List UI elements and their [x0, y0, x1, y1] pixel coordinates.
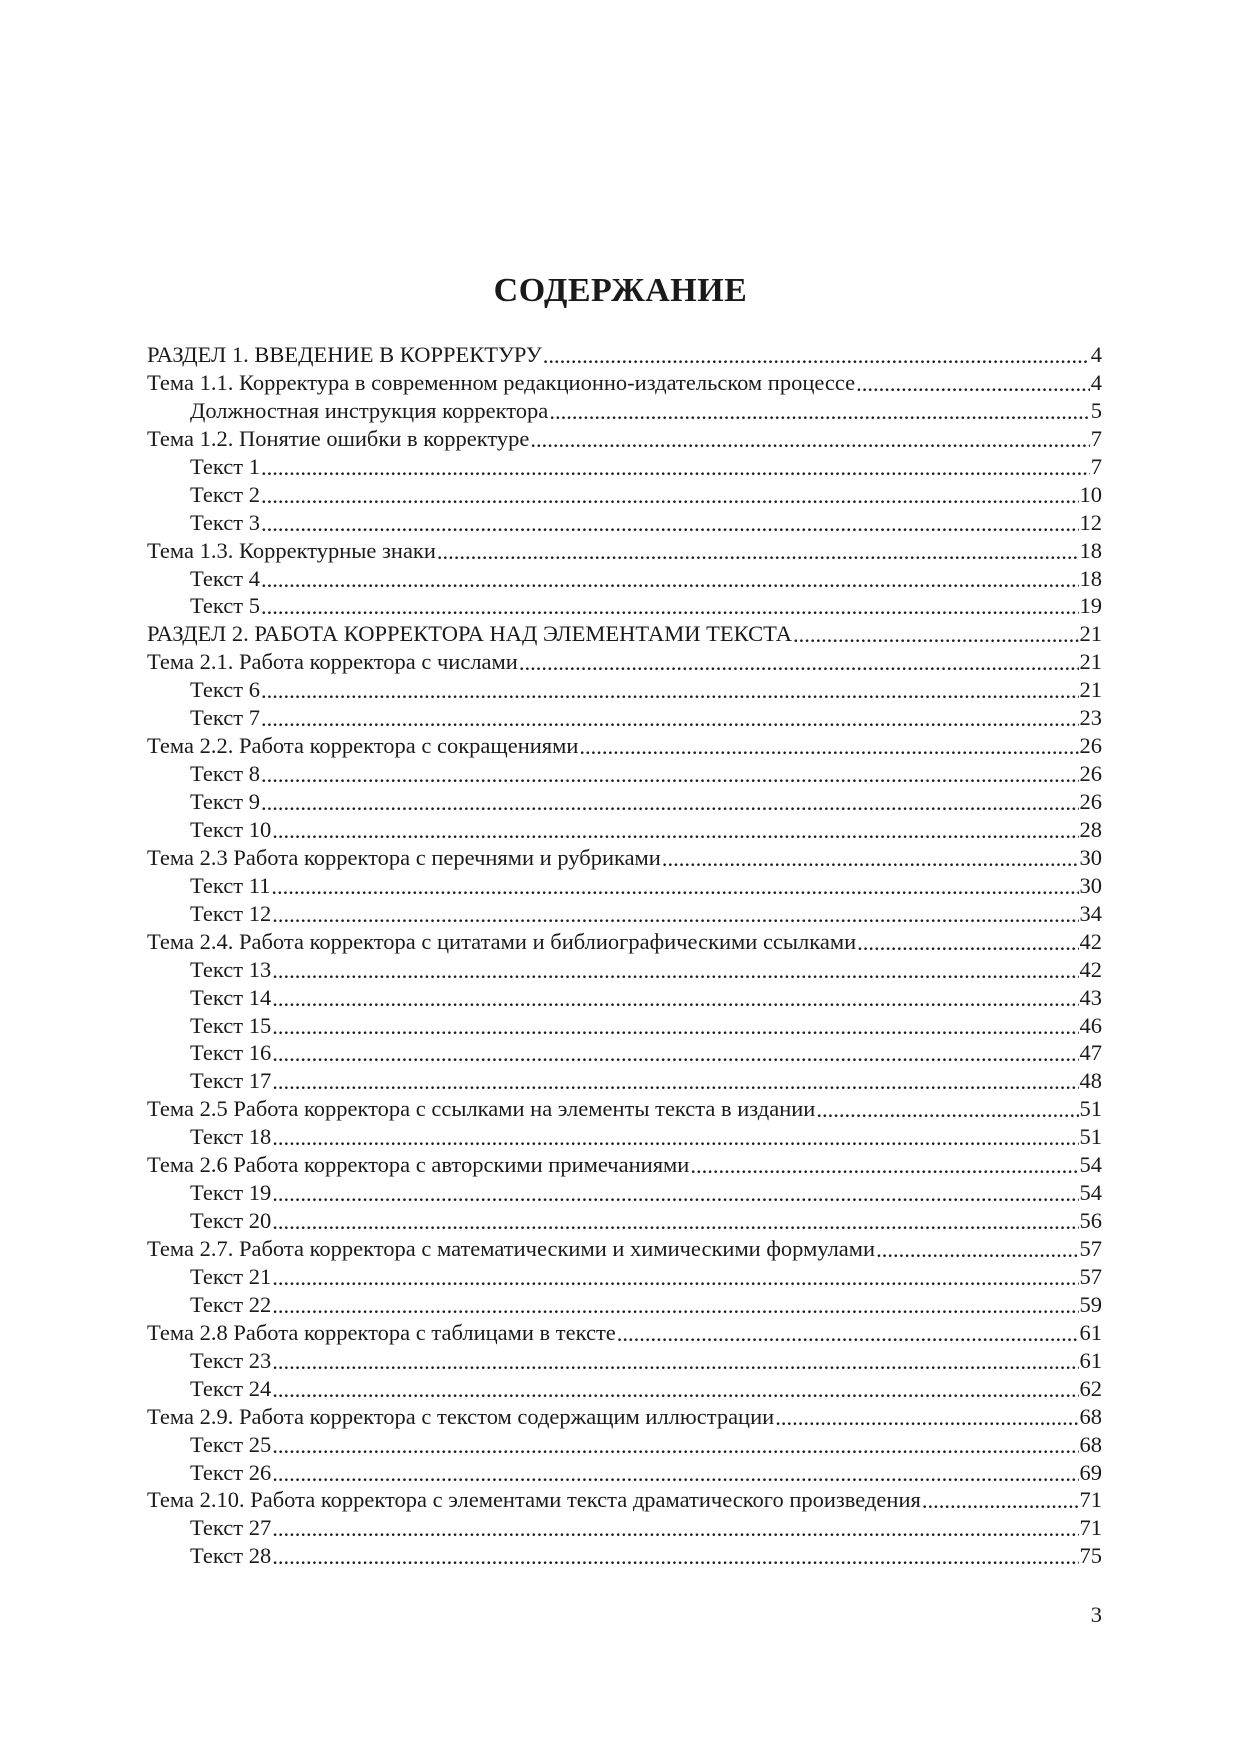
- toc-entry-label: Текст 6 .....: [147, 677, 261, 702]
- toc-entry-page-number: 42: [1079, 956, 1102, 982]
- toc-entry-label: РАЗДЕЛ 2. РАБОТА КОРРЕКТОРА НАД ЭЛЕМЕНТАМИ ТЕКСТА .....: [147, 621, 793, 646]
- toc-entry-label: Тема 2.8 Работа корректора с таблицами в тексте .....: [147, 1320, 617, 1345]
- toc-entry[interactable]: [147, 984, 1102, 1012]
- toc-entry-label: Текст 22 .....: [147, 1292, 272, 1317]
- toc-entry[interactable]: [147, 732, 1102, 760]
- toc-entry-page-number: 5: [1090, 397, 1102, 423]
- toc-entry[interactable]: [147, 1067, 1102, 1095]
- toc-entry-label: Текст 18 .....: [147, 1124, 272, 1149]
- toc-entry[interactable]: [147, 1039, 1102, 1067]
- toc-entry-page-number: 4: [1090, 369, 1102, 395]
- toc-entry-label: Тема 2.4. Работа корректора с цитатами и библиографическими ссылками .....: [147, 929, 857, 954]
- toc-entry-page-number: 21: [1079, 649, 1102, 675]
- toc-entry[interactable]: [147, 1263, 1102, 1291]
- toc-entry-label: Текст 11 .....: [147, 873, 271, 898]
- toc-entry-page-number: 62: [1079, 1375, 1102, 1401]
- toc-entry-page-number: 26: [1079, 789, 1102, 814]
- toc-entry[interactable]: [147, 872, 1102, 900]
- toc-entry[interactable]: [147, 341, 1102, 369]
- toc-entry-page-number: 54: [1079, 1180, 1102, 1206]
- toc-entry[interactable]: [147, 1403, 1102, 1431]
- toc-entry[interactable]: [147, 1431, 1102, 1459]
- toc-entry-label: Тема 2.6 Работа корректора с авторскими примечаниями .....: [147, 1152, 690, 1177]
- toc-entry-label: РАЗДЕЛ 1. ВВЕДЕНИЕ В КОРРЕКТУРУ .....: [147, 342, 543, 367]
- toc-entry-page-number: 51: [1079, 1096, 1102, 1122]
- toc-entry[interactable]: [147, 1347, 1102, 1375]
- toc-entry-page-number: 34: [1079, 900, 1102, 926]
- toc-entry[interactable]: [147, 397, 1102, 425]
- toc-entry-label: Текст 8 .....: [147, 761, 261, 786]
- toc-entry-label: Тема 2.5 Работа корректора с ссылками на элементы текста в издании .....: [147, 1096, 816, 1121]
- toc-entry[interactable]: [147, 481, 1102, 509]
- toc-entry[interactable]: [147, 676, 1102, 704]
- toc-entry[interactable]: [147, 648, 1102, 676]
- toc-entry-label: Текст 13 .....: [147, 957, 272, 982]
- toc-entry-label: Текст 25 .....: [147, 1432, 272, 1457]
- toc-entry[interactable]: [147, 509, 1102, 537]
- toc-entry-label: Текст 9 .....: [147, 789, 261, 814]
- toc-entry-label: Текст 16 .....: [147, 1040, 272, 1065]
- toc-entry[interactable]: [147, 1123, 1102, 1151]
- toc-entry[interactable]: [147, 1375, 1102, 1403]
- toc-entry-page-number: 21: [1079, 621, 1102, 647]
- toc-entry-page-number: 7: [1090, 425, 1102, 451]
- toc-entry[interactable]: [147, 1319, 1102, 1347]
- toc-entry-page-number: 4: [1090, 342, 1102, 367]
- toc-entry-label: Текст 3 .....: [147, 510, 261, 535]
- toc-entry-label: Текст 4 .....: [147, 566, 261, 591]
- toc-entry[interactable]: [147, 1151, 1102, 1179]
- toc-entry-page-number: 68: [1079, 1403, 1102, 1429]
- toc-entry[interactable]: [147, 1291, 1102, 1319]
- toc-entry-page-number: 28: [1079, 816, 1102, 842]
- toc-entry-page-number: 18: [1079, 537, 1102, 563]
- toc-entry-page-number: 43: [1079, 984, 1102, 1010]
- toc-entry-label: Текст 7 .....: [147, 705, 261, 730]
- toc-entry-page-number: 18: [1079, 565, 1102, 591]
- toc-entry[interactable]: [147, 788, 1102, 816]
- toc-entry-page-number: 48: [1079, 1068, 1102, 1094]
- toc-entry-page-number: 23: [1079, 705, 1102, 731]
- toc-entry-page-number: 75: [1079, 1543, 1102, 1569]
- toc-entry-label: Текст 21 .....: [147, 1264, 272, 1289]
- toc-entry[interactable]: [147, 1542, 1102, 1570]
- toc-entry[interactable]: [147, 1459, 1102, 1487]
- toc-entry[interactable]: [147, 704, 1102, 732]
- toc-entry-label: Текст 1 .....: [147, 454, 261, 479]
- toc-entry[interactable]: [147, 1514, 1102, 1542]
- toc-entry-label: Тема 2.2. Работа корректора с сокращениями .....: [147, 733, 579, 758]
- toc-entry-page-number: 54: [1079, 1152, 1102, 1178]
- toc-entry-label: Тема 2.10. Работа корректора с элементами текста драматического произведения .....: [147, 1487, 922, 1512]
- toc-entry-page-number: 7: [1090, 453, 1102, 479]
- toc-entry-page-number: 26: [1079, 761, 1102, 787]
- toc-entry-label: Текст 20 .....: [147, 1208, 272, 1233]
- toc-entry-label: Тема 2.9. Работа корректора с текстом содержащим иллюстрации .....: [147, 1404, 775, 1429]
- toc-entry[interactable]: [147, 1179, 1102, 1207]
- toc-entry-page-number: 68: [1079, 1431, 1102, 1457]
- toc-entry-page-number: 69: [1079, 1459, 1102, 1485]
- toc-entry-page-number: 26: [1079, 733, 1102, 759]
- toc-entry-page-number: 46: [1079, 1012, 1102, 1038]
- toc-entry-label: Должностная инструкция корректора .....: [147, 398, 549, 423]
- toc-entry-label: Текст 27 .....: [147, 1515, 272, 1540]
- toc-entry-label: Текст 14 .....: [147, 985, 272, 1010]
- toc-entry-page-number: 30: [1079, 844, 1102, 870]
- toc-entry-label: Тема 1.3. Корректурные знаки .....: [147, 538, 437, 563]
- toc-entry[interactable]: [147, 928, 1102, 956]
- toc-entry-label: Тема 1.1. Корректура в современном редакционно-издательском процессе .....: [147, 370, 856, 395]
- toc-entry[interactable]: [147, 844, 1102, 872]
- toc-entry-label: Текст 2 .....: [147, 482, 261, 507]
- toc-entry[interactable]: [147, 1095, 1102, 1123]
- toc-entry-page-number: 10: [1079, 481, 1102, 507]
- toc-entry-page-number: 12: [1079, 509, 1102, 535]
- toc-entry-page-number: 51: [1079, 1124, 1102, 1150]
- toc-entry[interactable]: [147, 620, 1102, 648]
- page-number: 3: [1090, 1602, 1102, 1627]
- toc-entry[interactable]: [147, 537, 1102, 565]
- toc-entry-label: Тема 2.7. Работа корректора с математическими и химическими формулами .....: [147, 1236, 876, 1261]
- toc-entry[interactable]: [147, 900, 1102, 928]
- toc-entry-label: Текст 12 .....: [147, 901, 272, 926]
- toc-entry-page-number: 61: [1079, 1347, 1102, 1373]
- toc-entry-page-number: 42: [1079, 928, 1102, 954]
- toc-entry[interactable]: [147, 1486, 1102, 1514]
- toc-entry-label: Текст 10 .....: [147, 817, 272, 842]
- toc-entry[interactable]: [147, 956, 1102, 984]
- toc-entry-label: Тема 2.1. Работа корректора с числами .....: [147, 649, 519, 674]
- toc-entry-page-number: 21: [1079, 677, 1102, 703]
- page-title: СОДЕРЖАНИЕ: [493, 272, 748, 309]
- toc-entry-label: Текст 28 .....: [147, 1543, 272, 1568]
- toc-entry-label: Текст 5 .....: [147, 593, 261, 618]
- table-of-contents: [147, 341, 1102, 1570]
- toc-entry-label: Текст 23 .....: [147, 1348, 272, 1373]
- toc-entry[interactable]: [147, 1235, 1102, 1263]
- toc-entry-page-number: 71: [1079, 1515, 1102, 1541]
- toc-entry-page-number: 57: [1079, 1263, 1102, 1289]
- toc-entry-page-number: 57: [1079, 1236, 1102, 1261]
- toc-entry-page-number: 71: [1079, 1487, 1102, 1513]
- toc-entry[interactable]: [147, 453, 1102, 481]
- toc-entry-label: Текст 17 .....: [147, 1068, 272, 1093]
- toc-entry[interactable]: [147, 1207, 1102, 1235]
- toc-entry[interactable]: [147, 592, 1102, 620]
- toc-entry-label: Текст 26 .....: [147, 1460, 272, 1485]
- toc-entry-label: Текст 15 .....: [147, 1013, 272, 1038]
- toc-entry-page-number: 61: [1079, 1319, 1102, 1345]
- toc-entry-page-number: 59: [1079, 1291, 1102, 1317]
- toc-entry-page-number: 30: [1079, 872, 1102, 898]
- toc-entry[interactable]: [147, 760, 1102, 788]
- toc-entry[interactable]: [147, 369, 1102, 397]
- toc-entry-page-number: 47: [1079, 1040, 1102, 1066]
- toc-entry[interactable]: [147, 816, 1102, 844]
- toc-entry-page-number: 19: [1079, 593, 1102, 619]
- toc-entry-page-number: 56: [1079, 1208, 1102, 1234]
- toc-entry-label: Текст 19 .....: [147, 1180, 272, 1205]
- toc-entry[interactable]: [147, 565, 1102, 593]
- toc-entry[interactable]: [147, 1012, 1102, 1040]
- toc-entry[interactable]: [147, 425, 1102, 453]
- toc-entry-label: Текст 24 .....: [147, 1376, 272, 1401]
- toc-entry-label: Тема 2.3 Работа корректора с перечнями и рубриками .....: [147, 845, 662, 870]
- toc-entry-label: Тема 1.2. Понятие ошибки в корректуре .....: [147, 426, 530, 451]
